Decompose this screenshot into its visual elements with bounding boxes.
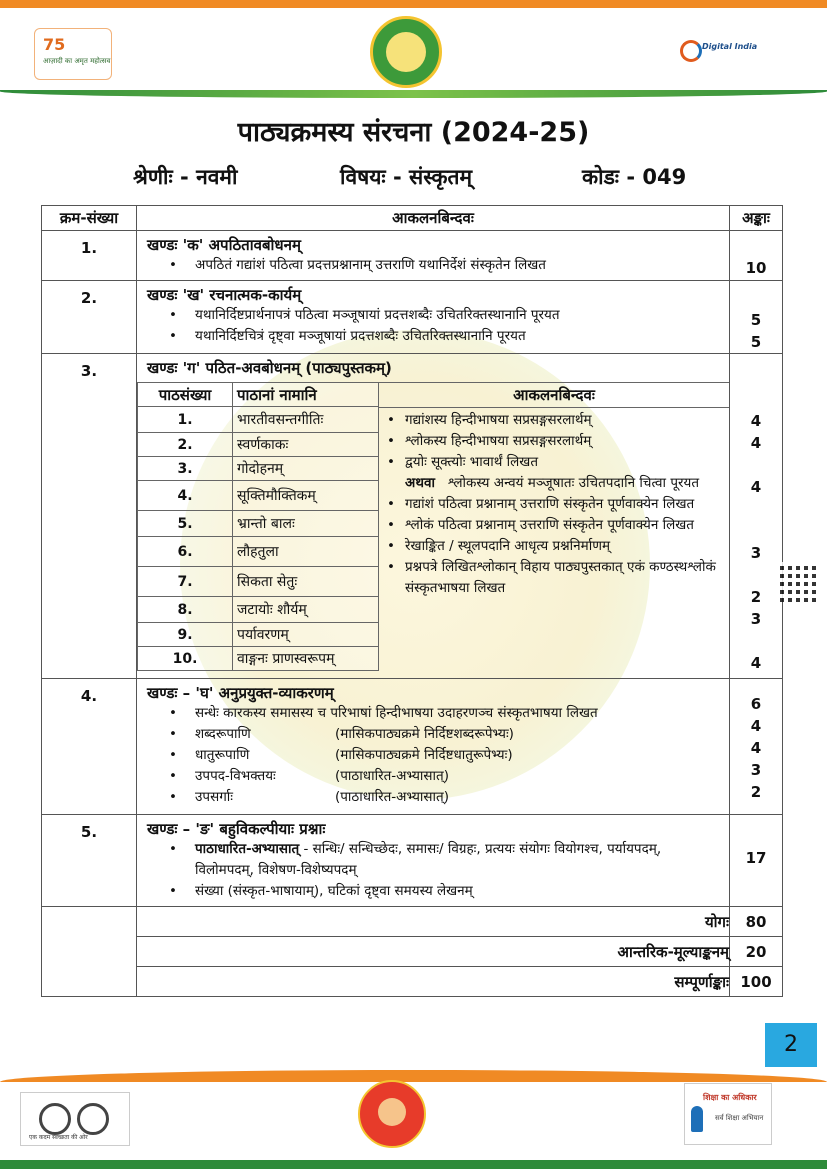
table-header-row (42, 206, 783, 231)
footer-orange-stripe (0, 1070, 827, 1082)
section-heading: खण्डः 'ग' पठित-अवबोधनम् (पाठ्यपुस्तकम्) (147, 359, 392, 377)
marks-value: 3 (750, 761, 762, 779)
lesson-name-header: पाठानां नामानि (233, 383, 379, 407)
section-heading: खण्डः 'ख' रचनात्मक-कार्यम् (147, 286, 302, 304)
syllabus-table (41, 205, 783, 997)
list-item: • उपसर्गाः (पाठाधारित-अभ्यासात्) (137, 787, 729, 808)
lesson-num-header: पाठसंख्या (138, 383, 233, 407)
internal-assessment-row (42, 937, 783, 967)
marks-value: 4 (750, 434, 762, 452)
list-item: • श्लोकं पठित्वा प्रश्नानाम् उत्तराणि संस्कृतेन पूर्णवाक्येन लिखत (379, 515, 729, 536)
swachh-bharat-logo: एक कदम स्वच्छता की ओर (20, 1092, 130, 1146)
section-row (42, 815, 783, 907)
code-label: कोडः - 049 (582, 165, 687, 189)
lesson-table (137, 382, 379, 671)
marks-value: 17 (745, 849, 767, 867)
athava-label: अथवा (405, 475, 435, 491)
list-item: • उपपद-विभक्तयः (पाठाधारित-अभ्यासात्) (137, 766, 729, 787)
table-row: 1. भारतीवसन्तगीतिः (138, 407, 379, 433)
total-value: 80 (730, 907, 783, 937)
list-item: • श्लोकस्य हिन्दीभाषया सप्रसङ्गसरलार्थम् (379, 431, 729, 452)
table-row: 8. जटायोः शौर्यम् (138, 597, 379, 623)
section-number: 4. (80, 687, 98, 705)
page-number: 2 (765, 1023, 817, 1067)
marks-value: 4 (750, 654, 762, 672)
table-row: 7. सिकता सेतुः (138, 567, 379, 597)
section-heading: खण्डः – 'ङ' बहुविकल्पीयाः प्रश्नाः (147, 820, 326, 838)
marks-value: 4 (750, 412, 762, 430)
list-item: • गद्यांशस्य हिन्दीभाषया सप्रसङ्गसरलार्थम् (379, 410, 729, 431)
marks-value: 2 (750, 783, 762, 801)
grand-total-label: सम्पूर्णाङ्काः (137, 967, 730, 997)
header-orange-stripe (0, 0, 827, 8)
section-heading: खण्डः 'क' अपठितावबोधनम् (147, 236, 301, 254)
section-heading: खण्डः – 'घ' अनुप्रयुक्त-व्याकरणम् (147, 684, 334, 702)
class-label: श्रेणीः - नवमी (133, 165, 238, 189)
list-item: • यथानिर्दिष्टचित्रं दृष्ट्वा मञ्जूषायां प्रदत्तशब्दैः उचितरिक्तस्थानानि पूरयत (137, 326, 729, 347)
page-title: पाठ्यक्रमस्य संरचना (2024-25) (237, 117, 590, 148)
qr-code-icon (776, 562, 816, 602)
beti-bachao-logo (358, 1080, 426, 1148)
col-header-serial: क्रम-संख्या (42, 206, 137, 231)
footer-green-stripe (0, 1160, 827, 1169)
section-row (42, 281, 783, 354)
grand-total-value: 100 (730, 967, 783, 997)
azadi-logo: 75 आज़ादी का अमृत महोत्सव (34, 28, 112, 80)
list-item: • रेखाङ्कित / स्थूलपदानि आधृत्य प्रश्ननिर्माणम् (379, 536, 729, 557)
section-number: 2. (80, 289, 98, 307)
table-row: 10. वाङ्गनः प्राणस्वरूपम् (138, 647, 379, 671)
list-item-text: श्लोकस्य अन्वयं मञ्जूषातः उचितपदानि चित्वा पूरयत (447, 475, 700, 491)
shiksha-logo: शिक्षा का अधिकार सर्व शिक्षा अभियान (684, 1083, 772, 1145)
athava-item (379, 473, 729, 494)
marks-value: 2 (750, 588, 762, 606)
marks-value: 4 (750, 739, 762, 757)
table-row: 2. स्वर्णकाकः (138, 433, 379, 457)
table-row: 6. लौहतुला (138, 537, 379, 567)
section-number: 3. (80, 362, 98, 380)
list-item: • द्वयोः सूक्त्योः भावार्थं लिखत (379, 452, 729, 473)
section-row (42, 354, 783, 679)
points-header: आकलनबिन्दवः (379, 383, 729, 408)
list-item: • सन्धेः कारकस्य समासस्य च परिभाषां हिन्दीभाषया उदाहरणञ्च संस्कृतभाषया लिखत (137, 703, 729, 724)
section-row (42, 679, 783, 815)
marks-value: 4 (750, 478, 762, 496)
marks-value: 10 (745, 259, 767, 277)
list-item: • धातुरूपाणि (मासिकपाठ्यक्रमे निर्दिष्टधातुरूपेभ्यः) (137, 745, 729, 766)
list-item: • पाठाधारित-अभ्यासात् - सन्धिः/ सन्धिच्छेदः, समासः/ विग्रहः, प्रत्ययः संयोगः वियोगश्च, पर्यायपदम्, विलोमपदम्, विशेषण-विशेष्यपदम् (137, 839, 729, 881)
section-number: 5. (80, 823, 98, 841)
section-row (42, 231, 783, 281)
digital-india-logo: Digital India (680, 36, 760, 66)
assessment-points (379, 382, 729, 671)
subject-label: विषयः - संस्कृतम् (340, 165, 473, 189)
marks-value: 4 (750, 717, 762, 735)
header-green-stripe (0, 90, 827, 98)
emblem-logo (370, 16, 442, 88)
marks-value: 3 (750, 544, 762, 562)
grand-total-row (42, 967, 783, 997)
list-item: • अपठितं गद्यांशं पठित्वा प्रदत्तप्रश्नानाम् उत्तराणि यथानिर्देशं संस्कृतेन लिखत (137, 255, 729, 276)
section-number: 1. (80, 239, 98, 257)
table-row: 5. भ्रान्तो बालः (138, 511, 379, 537)
list-item: • शब्दरूपाणि (मासिकपाठ्यक्रमे निर्दिष्टशब्दरूपेभ्यः) (137, 724, 729, 745)
marks-value: 3 (750, 610, 762, 628)
marks-value: 6 (750, 695, 762, 713)
list-item: • यथानिर्दिष्टप्रार्थनापत्रं पठित्वा मञ्जूषायां प्रदत्तशब्दैः उचितरिक्तस्थानानि पूरयत (137, 305, 729, 326)
internal-value: 20 (730, 937, 783, 967)
table-row: 3. गोदोहनम् (138, 457, 379, 481)
col-header-points: आकलनबिन्दवः (137, 206, 730, 231)
list-item: • प्रश्नपत्रे लिखितश्लोकान् विहाय पाठ्यपुस्तकात् एकं कण्ठस्थश्लोकं संस्कृतभाषया लिखत (379, 557, 729, 599)
lesson-block (137, 382, 729, 671)
col-header-marks: अङ्काः (730, 206, 783, 231)
marks-value: 5 (750, 333, 762, 351)
table-row: 9. पर्यावरणम् (138, 623, 379, 647)
marks-value: 5 (750, 311, 762, 329)
internal-label: आन्तरिक-मूल्याङ्कनम् (137, 937, 730, 967)
table-row: 4. सूक्तिमौक्तिकम् (138, 481, 379, 511)
list-item: • गद्यांशं पठित्वा प्रश्नानाम् उत्तराणि संस्कृतेन पूर्णवाक्येन लिखत (379, 494, 729, 515)
total-label: योगः (137, 907, 730, 937)
list-item: • संख्या (संस्कृत-भाषायाम्), घटिकां दृष्ट्वा समयस्य लेखनम् (137, 881, 729, 902)
total-row (42, 907, 783, 937)
